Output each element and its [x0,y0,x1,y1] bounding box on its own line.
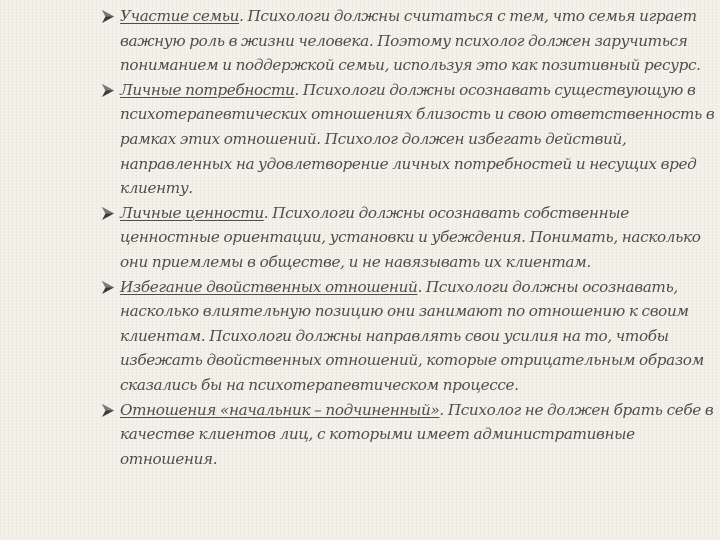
item-text: . Психологи должны осознавать существующую в психотерапевтических отношениях близость и свою ответственность в рамках этих отношений. Психолог должен избегать действий, направленных на удовлетворение личных потребностей и несущих вред клиенту. [120,80,715,198]
arrowhead-bullet-icon [101,83,115,98]
list-item [0,275,716,398]
list-item [0,398,716,472]
list-item [0,4,716,78]
item-text: . Психологи должны осознавать собственные ценностные ориентации, установки и убеждения. Понимать, насколько они приемлемы в обществе, и не навязывать их клиентам. [120,203,701,271]
item-term: Отношения «начальник – подчиненный» [120,400,440,419]
item-term: Избегание двойственных отношений [120,277,418,296]
item-text: . Психолог не должен брать себе в качестве клиентов лиц, с которыми имеет административные отношения. [120,400,714,468]
bullet-list [0,4,716,471]
arrowhead-bullet-icon [101,280,115,295]
list-item [0,201,716,275]
item-term: Личные потребности [120,80,295,99]
item-text: . Психологи должны считаться с тем, что семья играет важную роль в жизни человека. Поэтому психолог должен заручиться пониманием и поддержкой семьи, используя это как позитивный ресурс. [120,7,701,75]
arrowhead-bullet-icon [101,9,115,24]
arrowhead-bullet-icon [101,206,115,221]
item-term: Участие семьи [120,7,240,25]
item-text: . Психологи должны осознавать, насколько влиятельную позицию они занимают по отношению к своим клиентам. Психологи должны направлять свои усилия на то, чтобы избежать двойственных отношений, которые отрицательным образом сказались бы на психотерапевтическом процессе. [120,277,704,394]
arrowhead-bullet-icon [101,403,115,418]
list-item [0,78,716,201]
item-term: Личные ценности [120,203,264,222]
